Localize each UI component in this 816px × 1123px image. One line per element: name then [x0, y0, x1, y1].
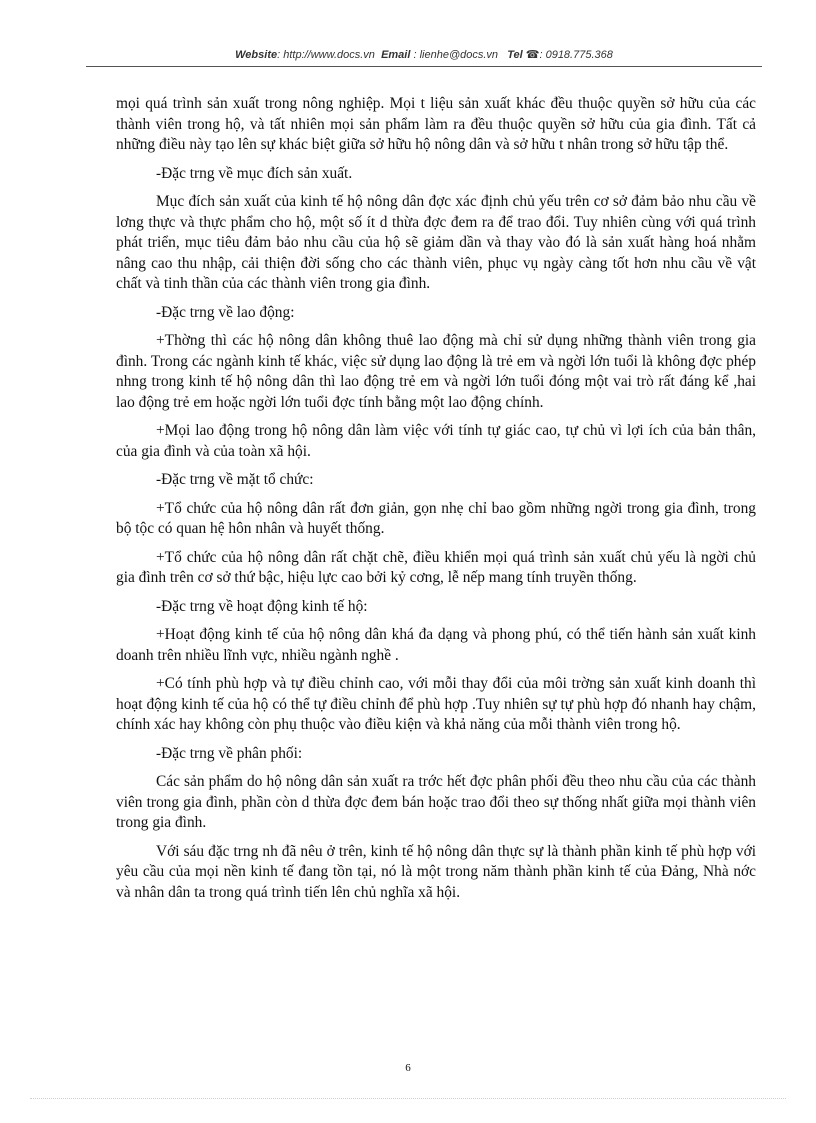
telephone-icon: ☎	[525, 49, 540, 61]
paragraph: Mục đích sản xuất của kinh tế hộ nông dân đợc xác định chủ yếu trên cơ sở đảm bảo nhu cầu về lơng thực và thực phẩm cho hộ, một số ít d thừa đợc đem ra để trao đổi. Tuy nhiên cùng với quá trình phát triển, mục tiêu đảm bảo nhu cầu của hộ sẽ giảm dần và thay vào đó là sản xuất hàng hoá nhằm nâng cao thu nhập, cải thiện đời sống cho các thành viên, phục vụ ngày càng tốt hơn nhu cầu về vật chất và tinh thần của các thành viên trong gia đình.	[116, 193, 756, 292]
section-heading: -Đặc trng về mặt tổ chức:	[156, 471, 314, 488]
email-label: Email	[381, 49, 411, 61]
paragraph: +Mọi lao động trong hộ nông dân làm việc với tính tự giác cao, tự chủ vì lợi ích của bản thân, của gia đình và của toàn xã hội.	[116, 422, 756, 460]
tel-label: Tel	[507, 49, 523, 61]
section-heading: -Đặc trng về mục đích sản xuất.	[156, 164, 353, 182]
document-body	[116, 94, 756, 911]
section-heading: -Đặc trng về hoạt động kinh tế hộ:	[156, 597, 368, 615]
paragraph: +Hoạt động kinh tế của hộ nông dân khá đa dạng và phong phú, có thể tiến hành sản xuất kinh doanh trên nhiều lĩnh vực, nhiều ngành nghề .	[116, 626, 756, 664]
header-divider	[86, 66, 762, 67]
email-address[interactable]: : lienhe@docs.vn	[413, 49, 499, 61]
paragraph: +Tổ chức của hộ nông dân rất chặt chẽ, điều khiển mọi quá trình sản xuất chủ yếu là ngời chủ gia đình trên cơ sở thứ bậc, hiệu lực cao bởi kỷ cơng, lễ nếp mang tính truyền thống.	[116, 548, 756, 586]
paragraph: Các sản phẩm do hộ nông dân sản xuất ra trớc hết đợc phân phối đều theo nhu cầu của các thành viên trong gia đình, phần còn d thừa đợc đem bán hoặc trao đổi theo sự thống nhất giữa mọi thành viên trong gia đình.	[116, 773, 756, 831]
section-heading: -Đặc trng về lao động:	[156, 303, 295, 321]
paragraph: +Có tính phù hợp và tự điều chỉnh cao, với mỗi thay đổi của môi trờng sản xuất kinh doanh thì hoạt động kinh tế của hộ có thể tự điều chỉnh để phù hợp .Tuy nhiên sự tự phù hợp đó nhanh hay chậm, chính xác hay không còn phụ thuộc vào điều kiện và khả năng của mỗi thành viên trong hộ.	[116, 675, 756, 733]
website-url[interactable]: : http://www.docs.vn	[277, 49, 375, 61]
paragraph: mọi quá trình sản xuất trong nông nghiệp. Mọi t liệu sản xuất khác đều thuộc quyền sở hữu của các thành viên trong hộ, và tất nhiên mọi sản phẩm làm ra đều thuộc quyền sở hữu của gia đình. Tất cả những điều này tạo lên sự khác biệt giữa sở hữu hộ nông dân và sở hữu t nhân trong sở hữu tập thể.	[116, 95, 756, 153]
page-number: 6	[405, 1062, 411, 1074]
page-header	[86, 48, 762, 61]
paragraph: +Thờng thì các hộ nông dân không thuê lao động mà chỉ sử dụng những thành viên trong gia đình. Trong các ngành kinh tế khác, việc sử dụng lao động là trẻ em và ngời lớn tuổi là không đợc phép nhng trong kinh tế hộ nông dân thì lao động trẻ em và ngời lớn tuổi đóng một vai trò rất đáng kể ,hai lao động trẻ em hoặc ngời lớn tuổi đợc tính bằng một lao động chính.	[116, 332, 756, 411]
paragraph: Với sáu đặc trng nh đã nêu ở trên, kinh tế hộ nông dân thực sự là thành phần kinh tế phù hợp với yêu cầu của mọi nền kinh tế đang tồn tại, nó là một trong năm thành phần kinh tế của Đảng, Nhà nớc và nhân dân ta trong quá trình tiến lên chủ nghĩa xã hội.	[116, 842, 756, 901]
website-label: Website	[235, 49, 278, 61]
footer-divider	[30, 1098, 786, 1099]
paragraph: +Tổ chức của hộ nông dân rất đơn giản, gọn nhẹ chỉ bao gồm những ngời trong gia đình, trong bộ tộc có quan hệ hôn nhân và huyết thống.	[116, 499, 756, 537]
section-heading: -Đặc trng về phân phối:	[156, 744, 303, 762]
tel-number: : 0918.775.368	[539, 49, 613, 61]
